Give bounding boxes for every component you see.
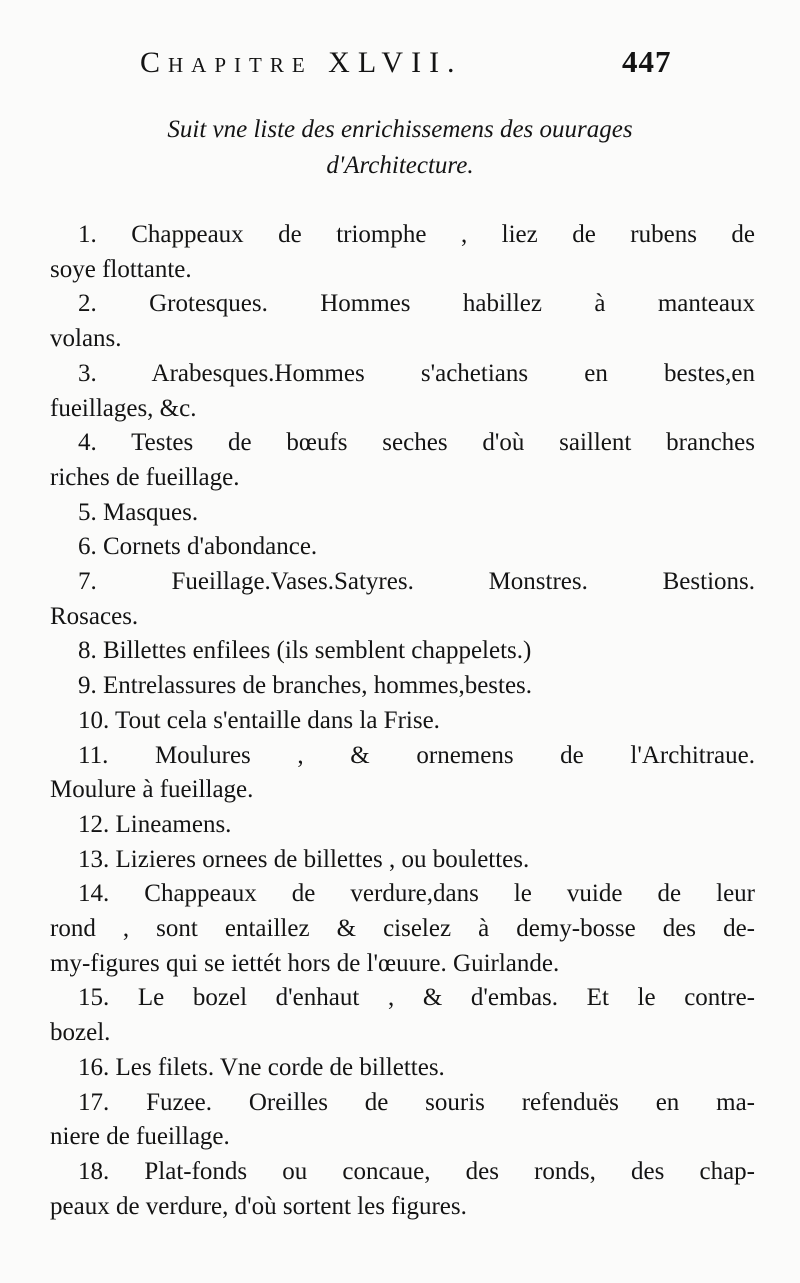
- list-item-11-line: 11. Moulures , & ornemens de l'Architraue.: [78, 741, 755, 769]
- list-item-16-line: 16. Les filets. Vne corde de billettes.: [78, 1053, 445, 1081]
- section-heading-line: Suit vne liste des enrichissemens des ouurages: [167, 116, 633, 143]
- list-item-18-line: 18. Plat-fonds ou concaue, des ronds, des chap-: [78, 1157, 755, 1185]
- ornament-list: [50, 218, 755, 1224]
- list-item-3-line: 3. Arabesques.Hommes s'achetians en bestes,en: [78, 359, 755, 387]
- list-item-12-line: 12. Lineamens.: [78, 810, 232, 838]
- list-item-6-line: 6. Cornets d'abondance.: [78, 533, 318, 561]
- list-item-5-line: 5. Masques.: [78, 498, 199, 526]
- section-heading-line: d'Architecture.: [326, 152, 474, 179]
- list-item-18-cont: peaux de verdure, d'où sortent les figures.: [50, 1192, 467, 1220]
- page-header: [0, 38, 800, 88]
- list-item-15-cont: bozel.: [50, 1019, 111, 1047]
- list-item-2-line: 2. Grotesques. Hommes habillez à manteaux: [78, 290, 755, 318]
- list-item-9-line: 9. Entrelassures de branches, hommes,bestes.: [78, 672, 533, 700]
- list-item-17-line: 17. Fuzee. Oreilles de souris refenduës en ma-: [78, 1088, 755, 1116]
- section-heading: [60, 112, 740, 184]
- list-item-14-cont: rond , sont entaillez & ciselez à demy-bosse des de-: [50, 915, 755, 943]
- list-item-4-cont: riches de fueillage.: [50, 463, 240, 491]
- list-item-14-line: 14. Chappeaux de verdure,dans le vuide de leur: [78, 880, 755, 908]
- list-item-17-cont: niere de fueillage.: [50, 1123, 230, 1151]
- running-head: Chapitre XLVII.: [140, 46, 463, 79]
- list-item-14-cont: my-figures qui se iettét hors de l'œuure. Guirlande.: [50, 949, 560, 977]
- list-item-2-cont: volans.: [50, 325, 122, 353]
- list-item-7-cont: Rosaces.: [50, 602, 139, 630]
- list-item-15-line: 15. Le bozel d'enhaut , & d'embas. Et le contre-: [78, 984, 755, 1012]
- list-item-1-line: 1. Chappeaux de triomphe , liez de rubens de: [78, 221, 755, 248]
- list-item-4-line: 4. Testes de bœufs seches d'où saillent branches: [78, 429, 755, 457]
- list-item-13-line: 13. Lizieres ornees de billettes , ou boulettes.: [78, 845, 530, 873]
- list-item-8-line: 8. Billettes enfilees (ils semblent chappelets.): [78, 637, 532, 665]
- page-number: 447: [622, 44, 672, 79]
- list-item-3-cont: fueillages, &c.: [50, 394, 197, 422]
- list-item-11-cont: Moulure à fueillage.: [50, 776, 254, 804]
- list-item-7-line: 7. Fueillage.Vases.Satyres. Monstres. Bestions.: [78, 568, 755, 596]
- list-item-10-line: 10. Tout cela s'entaille dans la Frise.: [78, 706, 440, 734]
- list-item-1-cont: soye flottante.: [50, 255, 192, 283]
